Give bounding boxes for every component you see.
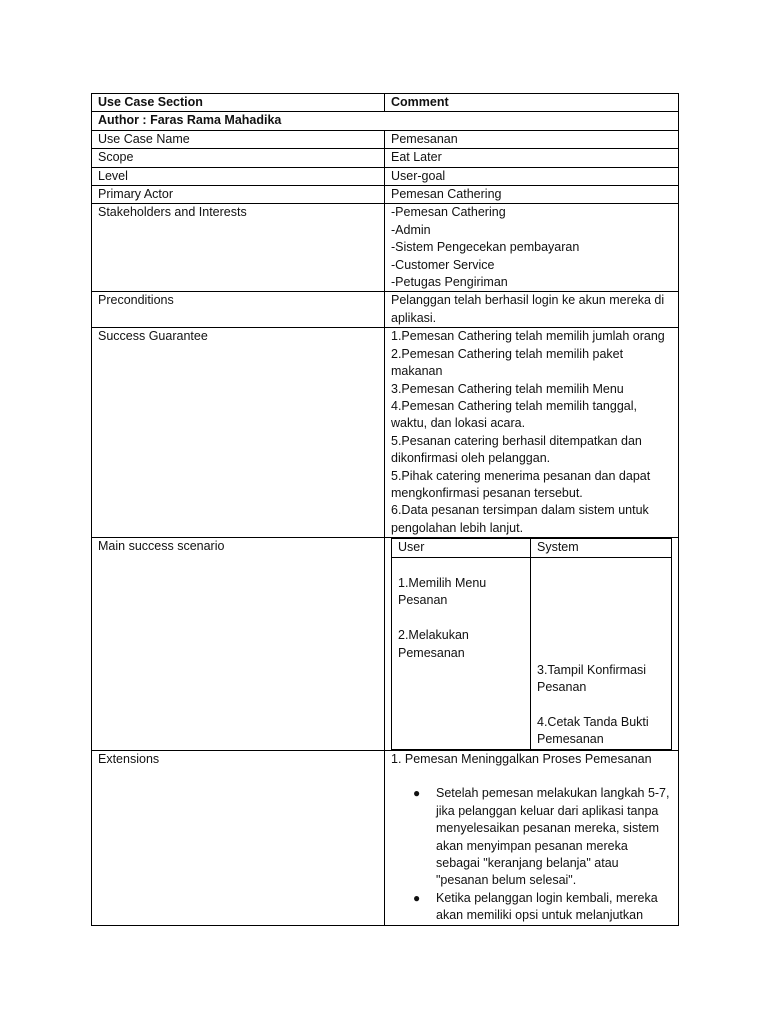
text-line: 6.Data pesanan tersimpan dalam sistem untuk: [391, 503, 649, 518]
author-row: [92, 112, 679, 130]
text-line: waktu, dan lokasi acara.: [391, 416, 526, 431]
header-use-case-section: Use Case Section: [92, 94, 385, 112]
extension-bullets: [391, 785, 672, 924]
list-item: ● Setelah pemesan melakukan langkah 5-7, jika pelanggan keluar dari aplikasi tanpa menyelesaikan pesanan mereka, sistem akan menyimpan pesanan mereka sebagai "keranjang belanja" atau "pesanan belum selesai".: [413, 786, 670, 888]
table-row: [92, 538, 679, 750]
text-line: 5.Pihak catering menerima pesanan dan dapat: [391, 468, 651, 483]
author-cell: Author : Faras Rama Mahadika: [92, 112, 679, 130]
level-value: User-goal: [385, 167, 679, 185]
header-comment: Comment: [385, 94, 679, 112]
text-line: makanan: [391, 364, 443, 379]
text-line: 5.Pesanan catering berhasil ditempatkan dan: [391, 433, 642, 448]
table-row: [92, 130, 679, 148]
level-label: Level: [92, 167, 385, 185]
scope-value: Eat Later: [385, 149, 679, 167]
text-line: 4.Pemesan Cathering telah memilih tanggal,: [391, 398, 637, 413]
text-line: pengolahan lebih lanjut.: [391, 520, 524, 535]
bullet-icon: ●: [413, 786, 421, 801]
system-step-line: 4.Cetak Tanda Bukti: [537, 714, 649, 729]
list-item: -Admin: [391, 222, 431, 237]
extension-heading: 1. Pemesan Meninggalkan Proses Pemesanan: [391, 751, 652, 766]
stakeholders-list: [385, 204, 679, 292]
text-line: dikonfirmasi oleh pelanggan.: [391, 451, 551, 466]
text-line: aplikasi.: [391, 310, 437, 325]
user-step-line: 1.Memilih Menu: [398, 575, 487, 590]
preconditions-label: Preconditions: [92, 292, 385, 328]
scope-label: Scope: [92, 149, 385, 167]
table-header-row: [92, 94, 679, 112]
system-step-line: Pemesanan: [537, 732, 604, 747]
list-item: ● Ketika pelanggan login kembali, mereka akan memiliki opsi untuk melanjutkan: [413, 890, 658, 923]
user-step-line: Pesanan: [398, 593, 448, 608]
use-case-table: [91, 93, 679, 926]
bullet-icon: ●: [413, 890, 421, 905]
main-scenario-cell: [385, 538, 679, 750]
text-line: 3.Pemesan Cathering telah memilih Menu: [391, 381, 624, 396]
extensions-label: Extensions: [92, 750, 385, 925]
stakeholders-label: Stakeholders and Interests: [92, 204, 385, 292]
table-row: [92, 292, 679, 328]
scenario-body-row: [392, 557, 672, 749]
use-case-name-label: Use Case Name: [92, 130, 385, 148]
text-line: 2.Pemesan Cathering telah memilih paket: [391, 346, 624, 361]
scenario-col-system: System: [531, 539, 672, 557]
system-steps: [531, 557, 672, 749]
primary-actor-value: Pemesan Cathering: [385, 186, 679, 204]
table-row: [92, 750, 679, 925]
preconditions-text: [385, 292, 679, 328]
user-steps: [392, 557, 531, 749]
list-item: -Petugas Pengiriman: [391, 275, 508, 290]
table-row: [92, 328, 679, 538]
user-step-line: Pemesanan: [398, 645, 465, 660]
text-line: mengkonfirmasi pesanan tersebut.: [391, 485, 583, 500]
list-item: -Customer Service: [391, 257, 495, 272]
scenario-header-row: [392, 539, 672, 557]
table-row: [92, 204, 679, 292]
user-step-line: 2.Melakukan: [398, 628, 469, 643]
use-case-name-value: Pemesanan: [385, 130, 679, 148]
list-item: -Pemesan Cathering: [391, 205, 506, 220]
primary-actor-label: Primary Actor: [92, 186, 385, 204]
list-item: -Sistem Pengecekan pembayaran: [391, 240, 580, 255]
text-line: Pelanggan telah berhasil login ke akun mereka di: [391, 293, 665, 308]
table-row: [92, 149, 679, 167]
main-scenario-label: Main success scenario: [92, 538, 385, 750]
system-step-line: 3.Tampil Konfirmasi: [537, 662, 647, 677]
table-row: [92, 167, 679, 185]
system-step-line: Pesanan: [537, 679, 587, 694]
table-row: [92, 186, 679, 204]
success-guarantee-list: [385, 328, 679, 538]
success-guarantee-label: Success Guarantee: [92, 328, 385, 538]
text-line: 1.Pemesan Cathering telah memilih jumlah orang: [391, 329, 665, 344]
scenario-table: [391, 538, 672, 749]
extensions-content: [385, 750, 679, 925]
scenario-col-user: User: [392, 539, 531, 557]
